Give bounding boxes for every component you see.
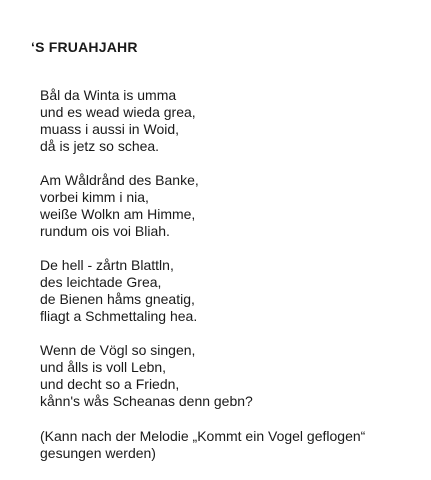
stanza-line: weiße Wolkn am Himme, — [40, 206, 196, 222]
note-line: (Kann nach der Melodie „Kommt ein Vogel geflogen“ — [40, 428, 366, 444]
stanza-line: vorbei kimm i nia, — [40, 189, 149, 205]
stanza-line: Wenn de Vögl so singen, — [40, 342, 196, 358]
stanza-line: rundum ois voi Bliah. — [40, 223, 170, 239]
stanza-line: Bål da Winta is umma — [40, 87, 177, 103]
melody-note — [40, 428, 365, 462]
stanza-line: de Bienen håms gneatig, — [40, 291, 195, 307]
stanza-3 — [40, 257, 197, 325]
stanza-line: fliagt a Schmettaling hea. — [40, 308, 198, 324]
stanza-line: des leichtade Grea, — [40, 274, 162, 290]
stanza-2 — [40, 172, 199, 240]
stanza-line: und ålls is voll Lebn, — [40, 359, 167, 375]
stanza-line: De hell - zårtn Blattln, — [40, 257, 174, 273]
stanza-line: Am Wåldrånd des Banke, — [40, 172, 199, 188]
stanza-line: då is jetz so schea. — [40, 138, 160, 154]
stanza-line: kånn's wås Scheanas denn gebn? — [40, 393, 253, 409]
stanza-line: und es wead wieda grea, — [40, 104, 196, 120]
stanza-4 — [40, 342, 253, 410]
note-line: gesungen werden) — [40, 445, 156, 461]
poem-title: ‘S FRUAHJAHR — [31, 39, 138, 55]
stanza-line: und decht so a Friedn, — [40, 376, 180, 392]
stanza-1 — [40, 87, 196, 155]
stanza-line: muass i aussi in Woid, — [40, 121, 180, 137]
